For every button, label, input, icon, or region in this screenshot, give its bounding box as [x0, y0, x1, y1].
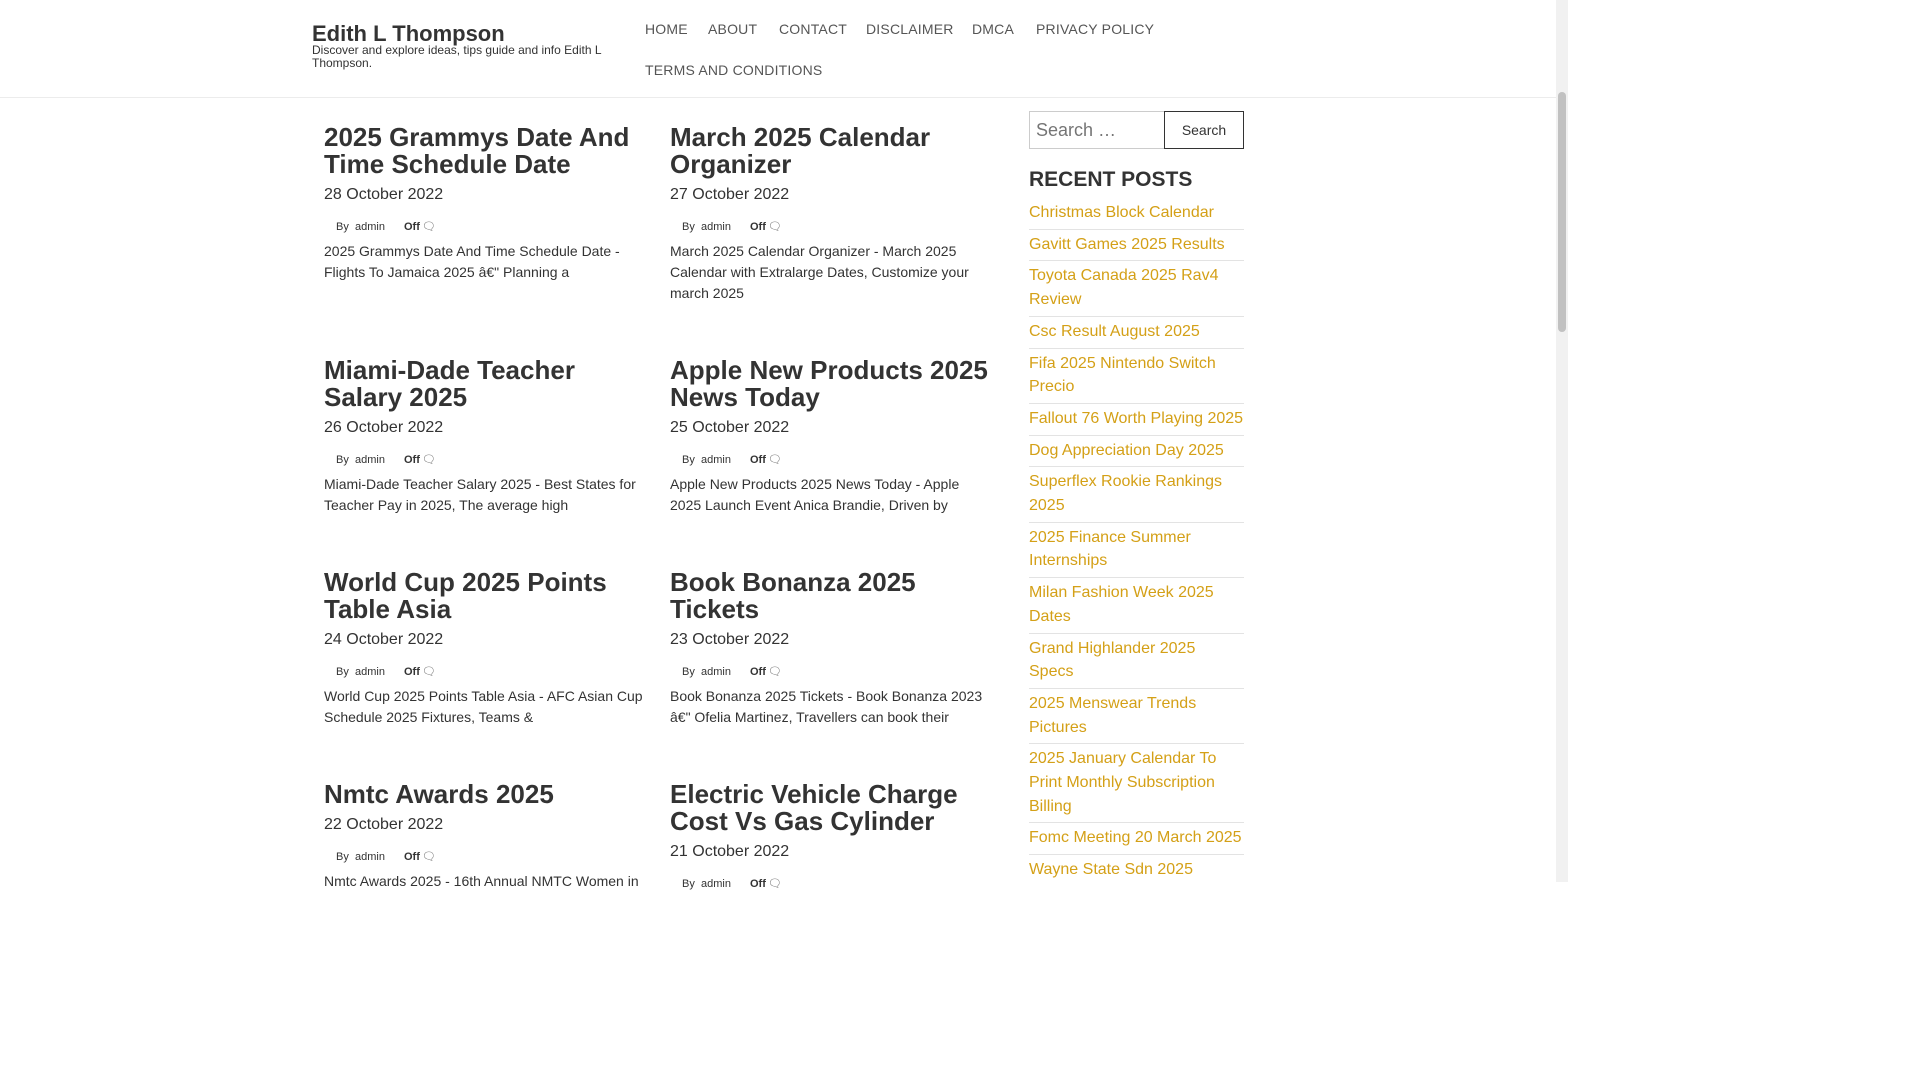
post-by-label: By [682, 221, 695, 233]
recent-post-link[interactable]: Csc Result August 2025 [1029, 317, 1244, 349]
post-card [324, 569, 646, 728]
post-date[interactable]: 25 October 2022 [670, 419, 790, 436]
nav-privacy-policy[interactable]: PRIVACY POLICY [1036, 21, 1155, 37]
nav-dmca[interactable]: DMCA [972, 21, 1015, 37]
post-title[interactable]: 2025 Grammys Date And Time Schedule Date [324, 122, 630, 179]
recent-post-link[interactable]: 2025 Menswear Trends Pictures [1029, 689, 1244, 744]
post-by-label: By [336, 454, 349, 466]
comment-icon: 🗨 [768, 454, 782, 466]
post-card [324, 357, 646, 516]
post-meta [324, 666, 646, 680]
recent-posts-heading: RECENT POSTS [1029, 168, 1193, 191]
post-date[interactable]: 27 October 2022 [670, 186, 790, 203]
page-scrollbar[interactable] [1556, 0, 1568, 882]
site-description: Discover and explore ideas, tips guide and info Edith L Thompson. [312, 43, 602, 70]
recent-post-link[interactable]: Milan Fashion Week 2025 Dates [1029, 578, 1244, 633]
comment-icon: 🗨 [768, 878, 782, 890]
post-excerpt: Apple New Products 2025 News Today - Apple 2025 Launch Event Anica Brandie, Driven by [670, 476, 960, 513]
comment-icon: 🗨 [422, 851, 436, 863]
post-meta [324, 454, 646, 468]
recent-post-link[interactable]: Fallout 76 Worth Playing 2025 [1029, 404, 1244, 436]
recent-post-link[interactable]: Fomc Meeting 20 March 2025 [1029, 823, 1244, 855]
post-by-label: By [682, 878, 695, 890]
recent-post-link[interactable]: Christmas Block Calendar [1029, 198, 1244, 230]
post-comments-status: Off [404, 851, 420, 863]
nav-home[interactable]: HOME [645, 21, 688, 37]
recent-post-link[interactable]: Gavitt Games 2025 Results [1029, 230, 1244, 262]
post-excerpt: Miami-Dade Teacher Salary 2025 - Best States for Teacher Pay in 2025, The average high [324, 476, 636, 513]
scrollbar-thumb[interactable] [1558, 92, 1566, 332]
nav-about[interactable]: ABOUT [708, 21, 758, 37]
post-comments-status: Off [404, 666, 420, 678]
post-by-label: By [682, 666, 695, 678]
recent-post-link[interactable]: Superflex Rookie Rankings 2025 [1029, 467, 1244, 522]
post-meta [670, 454, 992, 468]
recent-post-link[interactable]: 2025 January Calendar To Print Monthly Subscription Billing [1029, 744, 1244, 823]
post-meta [324, 851, 646, 865]
post-comments-status: Off [404, 454, 420, 466]
comment-icon: 🗨 [422, 221, 436, 233]
post-date[interactable]: 26 October 2022 [324, 419, 444, 436]
post-title[interactable]: Nmtc Awards 2025 [324, 779, 554, 809]
comment-icon: 🗨 [422, 666, 436, 678]
post-comments-status: Off [750, 666, 766, 678]
post-title[interactable]: Miami-Dade Teacher Salary 2025 [324, 355, 575, 412]
nav-terms-and-conditions[interactable]: TERMS AND CONDITIONS [645, 62, 823, 78]
post-by-label: By [336, 666, 349, 678]
post-author[interactable]: admin [701, 878, 731, 890]
post-card [670, 124, 992, 304]
post-excerpt: 2025 Grammys Date And Time Schedule Date - Flights To Jamaica 2025 â€" Planning a [324, 243, 620, 280]
post-author[interactable]: admin [355, 666, 385, 678]
post-title[interactable]: March 2025 Calendar Organizer [670, 122, 931, 179]
post-card [324, 781, 646, 892]
post-meta [324, 221, 646, 235]
post-author[interactable]: admin [355, 851, 385, 863]
post-date[interactable]: 23 October 2022 [670, 631, 790, 648]
post-date[interactable]: 24 October 2022 [324, 631, 444, 648]
search-input[interactable] [1029, 111, 1165, 149]
post-date[interactable]: 21 October 2022 [670, 843, 790, 860]
post-card [670, 357, 992, 516]
post-title[interactable]: Apple New Products 2025 News Today [670, 355, 988, 412]
nav-disclaimer[interactable]: DISCLAIMER [866, 21, 954, 37]
post-meta [670, 666, 992, 680]
post-by-label: By [336, 851, 349, 863]
post-title[interactable]: Book Bonanza 2025 Tickets [670, 567, 916, 624]
post-comments-status: Off [750, 878, 766, 890]
post-card [670, 569, 992, 728]
post-by-label: By [682, 454, 695, 466]
post-date[interactable]: 28 October 2022 [324, 186, 444, 203]
post-comments-status: Off [750, 454, 766, 466]
post-author[interactable]: admin [701, 221, 731, 233]
post-card [324, 124, 646, 283]
recent-post-link[interactable]: Wayne State Sdn 2025 [1029, 861, 1193, 879]
post-excerpt: Nmtc Awards 2025 - 16th Annual NMTC Women in [324, 873, 639, 889]
post-meta [670, 878, 992, 892]
recent-posts-list [1029, 198, 1244, 886]
comment-icon: 🗨 [768, 221, 782, 233]
post-excerpt: Book Bonanza 2025 Tickets - Book Bonanza 2023 â€" Ofelia Martinez, Travellers can book their [670, 688, 983, 725]
post-author[interactable]: admin [355, 221, 385, 233]
recent-post-link[interactable]: Toyota Canada 2025 Rav4 Review [1029, 261, 1244, 316]
post-excerpt: March 2025 Calendar Organizer - March 2025 Calendar with Extralarge Dates, Customize your march 2025 [670, 243, 969, 301]
nav-contact[interactable]: CONTACT [779, 21, 848, 37]
search-button[interactable]: Search [1164, 111, 1244, 149]
post-author[interactable]: admin [701, 666, 731, 678]
post-comments-status: Off [750, 221, 766, 233]
post-excerpt: World Cup 2025 Points Table Asia - AFC Asian Cup Schedule 2025 Fixtures, Teams & [324, 688, 643, 725]
recent-post-link[interactable]: 2025 Finance Summer Internships [1029, 523, 1244, 578]
site-header [0, 0, 1556, 98]
comment-icon: 🗨 [768, 666, 782, 678]
post-title[interactable]: Electric Vehicle Charge Cost Vs Gas Cylinder [670, 779, 958, 836]
comment-icon: 🗨 [422, 454, 436, 466]
recent-post-link[interactable]: Dog Appreciation Day 2025 [1029, 436, 1244, 468]
recent-post-link[interactable]: Fifa 2025 Nintendo Switch Precio [1029, 349, 1244, 404]
post-title[interactable]: World Cup 2025 Points Table Asia [324, 567, 607, 624]
post-comments-status: Off [404, 221, 420, 233]
recent-post-link[interactable]: Grand Highlander 2025 Specs [1029, 634, 1244, 689]
post-card [670, 781, 992, 892]
post-date[interactable]: 22 October 2022 [324, 816, 444, 833]
post-author[interactable]: admin [701, 454, 731, 466]
post-by-label: By [336, 221, 349, 233]
post-meta [670, 221, 992, 235]
site-title[interactable]: Edith L Thompson [312, 21, 505, 46]
post-author[interactable]: admin [355, 454, 385, 466]
